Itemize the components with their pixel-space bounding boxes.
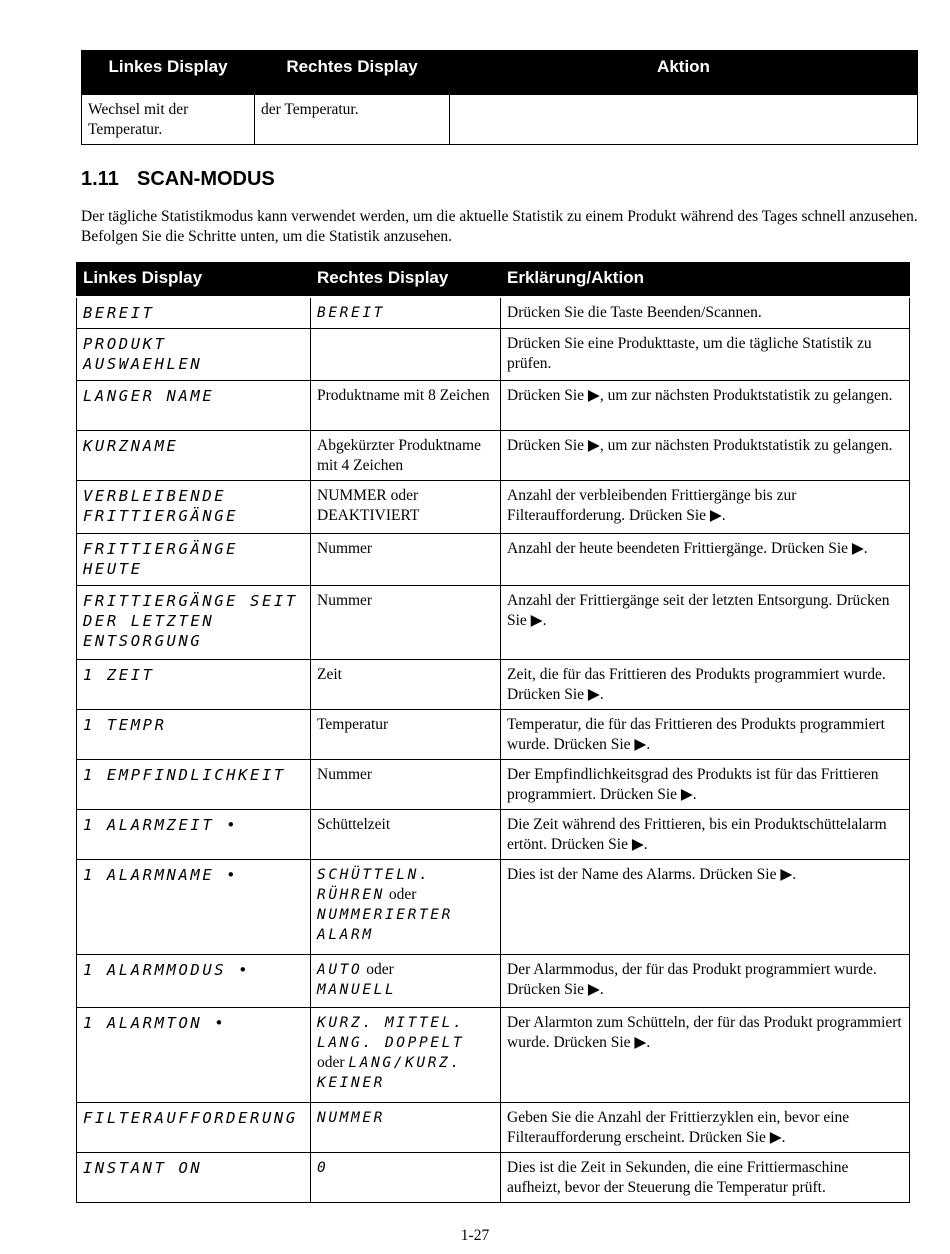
right-display-cell — [311, 760, 501, 810]
table-row — [77, 381, 910, 431]
table-row — [77, 760, 910, 810]
left-display-cell: FRITTIERGÄNGE HEUTE — [77, 534, 311, 586]
left-display-cell: LANGER NAME — [77, 381, 311, 431]
right-display-value: NUMMER oder DEAKTIVIERT — [317, 487, 420, 524]
left-display-cell: 1 ALARMZEIT • — [77, 810, 311, 860]
right-display-cell: der Temperatur. — [255, 95, 450, 145]
scan-mode-table-body — [77, 297, 910, 1203]
right-display-cell — [311, 810, 501, 860]
explanation-action-cell: Der Alarmton zum Schütteln, der für das Produkt programmiert wurde. Drücken Sie ▶. — [501, 1008, 910, 1103]
right-display-cell — [311, 660, 501, 710]
right-display-line — [317, 591, 494, 611]
right-display-cell — [311, 1008, 501, 1103]
left-display-cell: FILTERAUFFORDERUNG — [77, 1103, 311, 1153]
right-display-prefix: oder — [317, 1054, 349, 1071]
left-display-cell: BEREIT — [77, 297, 311, 329]
column-header-left-display: Linkes Display — [82, 51, 255, 95]
left-display-cell: 1 EMPFINDLICHKEIT — [77, 760, 311, 810]
right-display-line — [317, 436, 494, 476]
continuation-table — [81, 50, 918, 145]
right-display-value: SCHÜTTELN. — [317, 867, 431, 883]
right-display-value: Nummer — [317, 540, 373, 557]
right-display-value: AUTO — [317, 962, 363, 978]
section-number: 1.11 — [81, 168, 119, 190]
right-display-cell — [311, 481, 501, 534]
right-display-cell — [311, 534, 501, 586]
table-row — [77, 955, 910, 1008]
right-display-cell — [311, 1153, 501, 1203]
explanation-action-cell: Der Empfindlichkeitsgrad des Produkts ist für das Frittieren programmiert. Drücken Sie ▶. — [501, 760, 910, 810]
scan-mode-table — [76, 262, 910, 1203]
right-display-line — [317, 960, 494, 980]
table-row — [77, 860, 910, 955]
explanation-action-cell: Der Alarmmodus, der für das Produkt programmiert wurde. Drücken Sie ▶. — [501, 955, 910, 1008]
table-row — [77, 586, 910, 660]
right-display-line — [317, 1108, 494, 1128]
right-display-cell — [311, 297, 501, 329]
page-number: 1-27 — [460, 1227, 490, 1244]
left-display-cell: 1 ALARMNAME • — [77, 860, 311, 955]
right-display-value: NUMMER — [317, 1110, 385, 1126]
explanation-action-cell: Dies ist die Zeit in Sekunden, die eine Frittiermaschine aufheizt, bevor der Steuerung die Temperatur prüft. — [501, 1153, 910, 1203]
right-display-value: Temperatur — [317, 716, 389, 733]
explanation-action-cell: Zeit, die für das Frittieren des Produkts programmiert wurde. Drücken Sie ▶. — [501, 660, 910, 710]
right-display-value: RÜHREN — [317, 887, 385, 903]
explanation-action-cell: Anzahl der Frittiergänge seit der letzten Entsorgung. Drücken Sie ▶. — [501, 586, 910, 660]
left-display-cell: 1 ALARMTON • — [77, 1008, 311, 1103]
explanation-action-cell: Die Zeit während des Frittieren, bis ein Produktschüttelalarm ertönt. Drücken Sie ▶. — [501, 810, 910, 860]
table-row — [77, 534, 910, 586]
right-display-line — [317, 815, 494, 835]
right-display-value: Abgekürzter Produktname mit 4 Zeichen — [317, 437, 481, 474]
right-display-cell — [311, 955, 501, 1008]
right-display-line — [317, 1013, 494, 1033]
right-display-value: Schüttelzeit — [317, 816, 391, 833]
right-display-line — [317, 386, 494, 406]
column-header-right-display: Rechtes Display — [311, 263, 501, 297]
right-display-line — [317, 905, 494, 925]
right-display-value: KURZ. MITTEL. — [317, 1015, 465, 1031]
table-row — [77, 660, 910, 710]
section-heading — [81, 168, 275, 191]
explanation-action-cell: Anzahl der verbleibenden Frittiergänge bis zur Filteraufforderung. Drücken Sie ▶. — [501, 481, 910, 534]
left-display-cell: PRODUKT AUSWAEHLEN — [77, 329, 311, 381]
explanation-action-cell: Geben Sie die Anzahl der Frittierzyklen ein, bevor eine Filteraufforderung erscheint. Drücken Sie ▶. — [501, 1103, 910, 1153]
column-header-action: Aktion — [450, 51, 918, 95]
table-row — [77, 329, 910, 381]
right-display-line — [317, 765, 494, 785]
explanation-action-cell: Drücken Sie eine Produkttaste, um die tägliche Statistik zu prüfen. — [501, 329, 910, 381]
left-display-cell: KURZNAME — [77, 431, 311, 481]
explanation-action-cell: Drücken Sie die Taste Beenden/Scannen. — [501, 297, 910, 329]
right-display-line — [317, 865, 494, 885]
right-display-value: NUMMERIERTER — [317, 907, 453, 923]
right-display-value: Zeit — [317, 666, 342, 683]
right-display-cell — [311, 860, 501, 955]
right-display-line — [317, 715, 494, 735]
right-display-value: BEREIT — [317, 304, 385, 321]
right-display-line — [317, 1158, 494, 1178]
left-display-cell: Wechsel mit der Temperatur. — [82, 95, 255, 145]
intro-paragraph: Der tägliche Statistikmodus kann verwendet werden, um die aktuelle Statistik zu einem Produkt während des Tages schnell anzusehen. Befolgen Sie die Schritte unten, um die Statistik anzusehen. — [81, 208, 918, 245]
right-display-value: Nummer — [317, 766, 373, 783]
right-display-cell — [311, 586, 501, 660]
scan-mode-table-header-row — [77, 263, 910, 297]
right-display-value: LANG. DOPPELT — [317, 1035, 465, 1051]
right-display-suffix: oder — [384, 886, 417, 903]
right-display-line — [317, 885, 494, 905]
right-display-line — [317, 486, 494, 526]
section-title: SCAN-MODUS — [137, 168, 275, 190]
right-display-line — [317, 665, 494, 685]
explanation-action-cell: Anzahl der heute beendeten Frittiergänge. Drücken Sie ▶. — [501, 534, 910, 586]
left-display-cell: 1 TEMPR — [77, 710, 311, 760]
column-header-left-display: Linkes Display — [77, 263, 311, 297]
left-display-cell: VERBLEIBENDE FRITTIERGÄNGE — [77, 481, 311, 534]
right-display-value: LANG/KURZ. — [348, 1055, 462, 1071]
right-display-cell — [311, 329, 501, 381]
right-display-line — [317, 1033, 494, 1053]
right-display-value: Produktname mit 8 Zeichen — [317, 387, 490, 404]
right-display-suffix: oder — [362, 961, 394, 978]
right-display-value: ALARM — [317, 927, 374, 943]
right-display-line — [317, 925, 494, 945]
right-display-cell — [311, 431, 501, 481]
left-display-cell: 1 ZEIT — [77, 660, 311, 710]
explanation-action-cell: Drücken Sie ▶, um zur nächsten Produktstatistik zu gelangen. — [501, 381, 910, 431]
right-display-cell — [311, 710, 501, 760]
left-display-cell: FRITTIERGÄNGE SEIT DER LETZTEN ENTSORGUNG — [77, 586, 311, 660]
explanation-action-cell: Temperatur, die für das Frittieren des Produkts programmiert wurde. Drücken Sie ▶. — [501, 710, 910, 760]
table-row — [77, 481, 910, 534]
table-row — [77, 1103, 910, 1153]
left-display-cell: 1 ALARMMODUS • — [77, 955, 311, 1008]
table-row — [77, 810, 910, 860]
table-row — [82, 95, 918, 145]
action-cell — [450, 95, 918, 145]
explanation-action-cell: Drücken Sie ▶, um zur nächsten Produktstatistik zu gelangen. — [501, 431, 910, 481]
right-display-line — [317, 1053, 494, 1073]
right-display-cell — [311, 1103, 501, 1153]
table-row — [77, 1008, 910, 1103]
right-display-line — [317, 980, 494, 1000]
continuation-table-header-row — [82, 51, 918, 95]
left-display-cell: INSTANT ON — [77, 1153, 311, 1203]
column-header-right-display: Rechtes Display — [255, 51, 450, 95]
right-display-line — [317, 1073, 494, 1093]
right-display-line — [317, 303, 494, 323]
right-display-value: KEINER — [317, 1075, 385, 1091]
right-display-value: 0 — [317, 1160, 329, 1176]
table-row — [77, 431, 910, 481]
column-header-explanation-action: Erklärung/Aktion — [501, 263, 910, 297]
table-row — [77, 710, 910, 760]
table-row — [77, 297, 910, 329]
explanation-action-cell: Dies ist der Name des Alarms. Drücken Sie ▶. — [501, 860, 910, 955]
right-display-value: Nummer — [317, 592, 373, 609]
right-display-value: MANUELL — [317, 982, 397, 998]
right-display-line — [317, 539, 494, 559]
right-display-cell — [311, 381, 501, 431]
table-row — [77, 1153, 910, 1203]
